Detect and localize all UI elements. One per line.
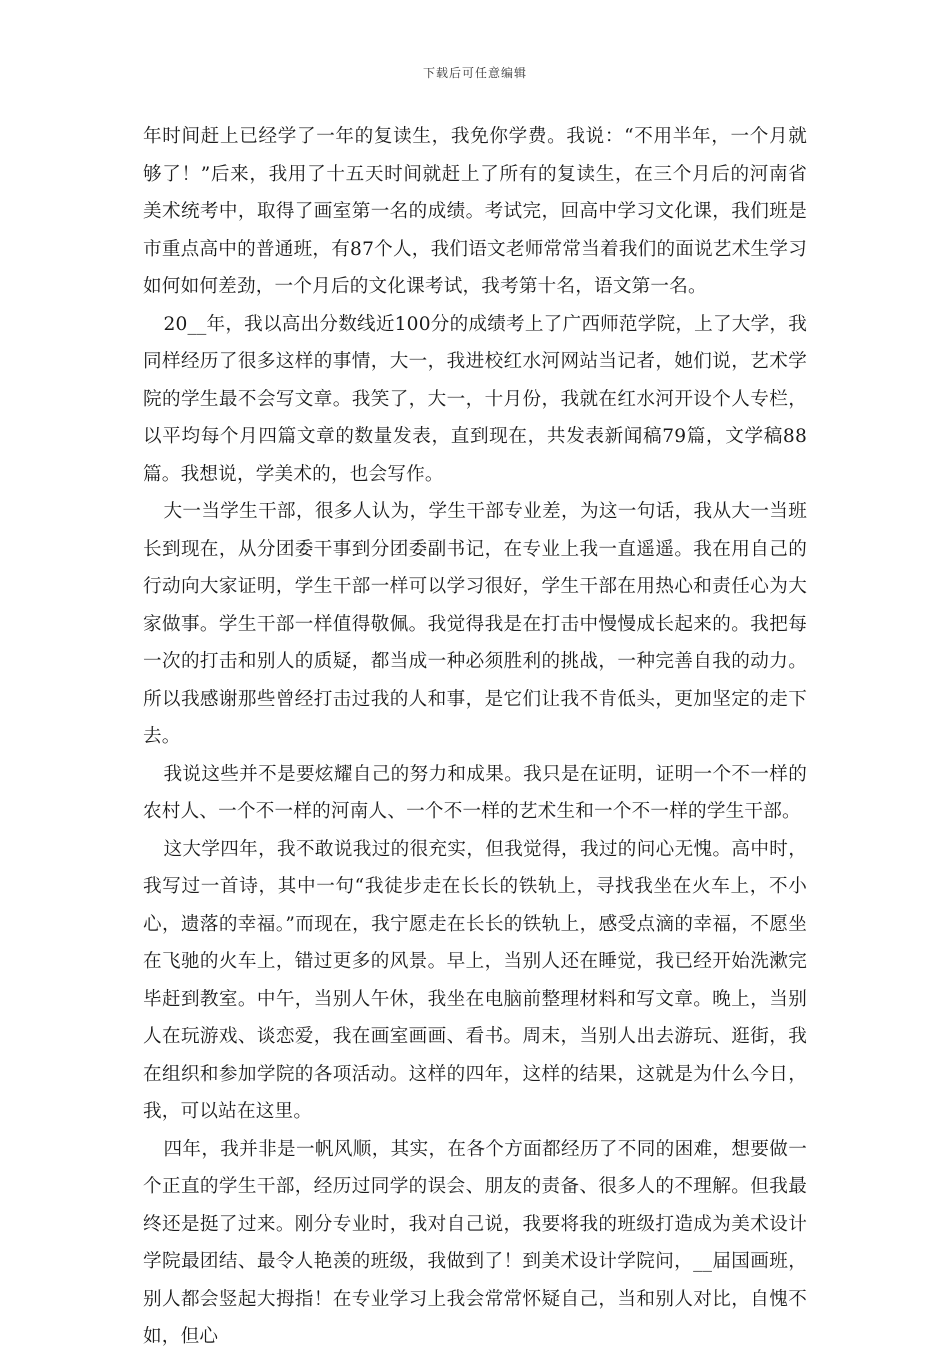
paragraph-6: 四年，我并非是一帆风顺，其实，在各个方面都经历了不同的困难，想要做一个正直的学生干部，经历过同学的误会、朋友的责备、很多人的不理解。但我最终还是挺了过来。刚分专业时，我对自己说，我要将我的班级打造成为美术设计学院最团结、最令人艳羡的班级，我做到了！到美术设计学院问，__届国画班，别人都会竖起大拇指！在专业学习上我会常常怀疑自己，当和别人对比，自愧不如，但心 [143, 1138, 807, 1347]
page-header-note: 下载后可任意编辑 [422, 66, 527, 80]
paragraph-3: 大一当学生干部，很多人认为，学生干部专业差，为这一句话，我从大一当班长到现在，从分团委干事到分团委副书记，在专业上我一直遥遥。我在用自己的行动向大家证明，学生干部一样可以学习很好，学生干部在用热心和责任心为大家做事。学生干部一样值得敬佩。我觉得我是在打击中慢慢成长起来的。我把每一次的打击和别人的质疑，都当成一种必须胜利的挑战，一种完善自我的动力。所以我感谢那些曾经打击过我的人和事，是它们让我不肯低头，更加坚定的走下去。 [143, 501, 807, 747]
document-body [143, 118, 807, 1356]
paragraph-4: 我说这些并不是要炫耀自己的努力和成果。我只是在证明，证明一个不一样的农村人、一个不一样的河南人、一个不一样的艺术生和一个不一样的学生干部。 [143, 763, 807, 822]
paragraph-5: 这大学四年，我不敢说我过的很充实，但我觉得，我过的问心无愧。高中时，我写过一首诗，其中一句“我徒步走在长长的铁轨上，寻找我坐在火车上，不小心，遗落的幸福。”而现在，我宁愿走在长长的铁轨上，感受点滴的幸福，不愿坐在飞驰的火车上，错过更多的风景。早上，当别人还在睡觉，我已经开始洗漱完毕赶到教室。中午，当别人午休，我坐在电脑前整理材料和写文章。晚上，当别人在玩游戏、谈恋爱，我在画室画画、看书。周末，当别人出去游玩、逛街，我在组织和参加学院的各项活动。这样的四年，这样的结果，这就是为什么今日，我，可以站在这里。 [143, 838, 807, 1122]
paragraph-2: 20__年，我以高出分数线近100分的成绩考上了广西师范学院，上了大学，我同样经历了很多这样的事情，大一，我进校红水河网站当记者，她们说，艺术学院的学生最不会写文章。我笑了，大一，十月份，我就在红水河开设个人专栏，以平均每个月四篇文章的数量发表，直到现在，共发表新闻稿79篇，文学稿88篇。我想说，学美术的，也会写作。 [143, 313, 807, 485]
paragraph-1: 年时间赶上已经学了一年的复读生，我免你学费。我说：“不用半年，一个月就够了！”后来，我用了十五天时间就赶上了所有的复读生，在三个月后的河南省美术统考中，取得了画室第一名的成绩。考试完，回高中学习文化课，我们班是市重点高中的普通班，有87个人，我们语文老师常常当着我们的面说艺术生学习如何如何差劲，一个月后的文化课考试，我考第十名，语文第一名。 [143, 126, 807, 297]
